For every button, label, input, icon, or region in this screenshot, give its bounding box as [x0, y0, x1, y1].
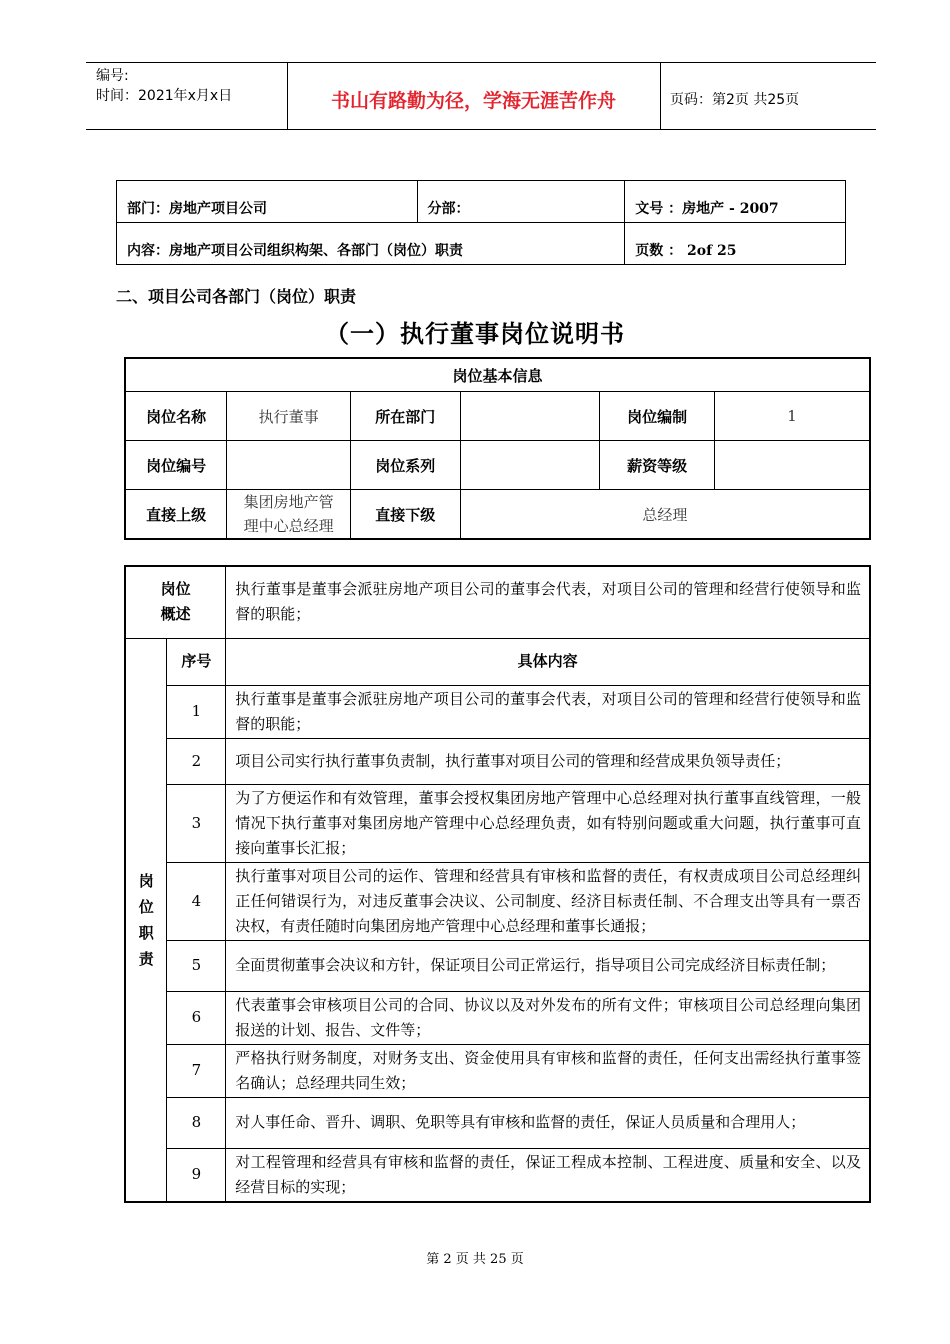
duty-text: 为了方便运作和有效管理，董事会授权集团房地产管理中心总经理对执行董事直线管理，一般情况下执行董事对集团房地产管理中心总经理负责，如有特别问题或重大问题，执行董事可直接向董事长汇报； — [226, 784, 870, 862]
meta-content: 内容：房地产项目公司组织构架、各部门（岗位）职责 — [117, 223, 625, 265]
header-date: 时间：2021年x月x日 — [96, 88, 233, 104]
duty-no: 7 — [167, 1044, 226, 1097]
basic-info-table — [124, 357, 871, 540]
table-row — [125, 1044, 870, 1097]
overview-label-line-2: 概述 — [160, 605, 191, 624]
page-footer: 第 2 页 共 25 页 — [426, 1252, 524, 1267]
table-row — [125, 738, 870, 784]
position-code-value — [227, 441, 351, 490]
headcount-value: 1 — [714, 392, 870, 441]
meta-branch: 分部： — [417, 181, 625, 223]
salary-grade-value — [714, 441, 870, 490]
column-header-no: 序号 — [167, 638, 226, 685]
table-row — [125, 991, 870, 1044]
superior-value-line-2: 理中心总经理 — [243, 517, 334, 535]
subordinate-label: 直接下级 — [350, 490, 460, 540]
overview-label-line-1: 岗位 — [160, 580, 191, 599]
department-label: 所在部门 — [350, 392, 460, 441]
duties-table — [124, 565, 871, 1203]
duty-text: 对人事任命、晋升、调职、免职等具有审核和监督的责任，保证人员质量和合理用人； — [226, 1097, 870, 1148]
duty-text: 严格执行财务制度，对财务支出、资金使用具有审核和监督的责任，任何支出需经执行董事签名确认；总经理共同生效； — [226, 1044, 870, 1097]
headcount-label: 岗位编制 — [600, 392, 715, 441]
section-heading: 二、项目公司各部门（岗位）职责 — [116, 287, 357, 306]
header-page-info: 页码：第2页 共25页 — [670, 92, 800, 108]
table-row — [125, 940, 870, 991]
meta-department: 部门：房地产项目公司 — [117, 181, 418, 223]
position-name-label: 岗位名称 — [125, 392, 227, 441]
meta-doc-no: 文号 ：房地产 - 2007 — [625, 181, 846, 223]
duty-text: 对工程管理和经营具有审核和监督的责任，保证工程成本控制、工程进度、质量和安全、以及经营目标的实现； — [226, 1148, 870, 1202]
duty-label-char-2: 位 — [138, 897, 154, 916]
duty-text: 代表董事会审核项目公司的合同、协议以及对外发布的所有文件；审核项目公司总经理向集团报送的计划、报告、文件等； — [226, 991, 870, 1044]
subordinate-value: 总经理 — [460, 490, 870, 540]
table-row — [125, 784, 870, 862]
duty-text: 执行董事是董事会派驻房地产项目公司的董事会代表，对项目公司的管理和经营行使领导和监督的职能； — [226, 685, 870, 738]
overview-text: 执行董事是董事会派驻房地产项目公司的董事会代表，对项目公司的管理和经营行使领导和监督的职能； — [226, 566, 870, 638]
position-code-label: 岗位编号 — [125, 441, 227, 490]
duty-no: 4 — [167, 862, 226, 940]
table-row — [125, 1148, 870, 1202]
table-row — [125, 862, 870, 940]
table-row — [125, 1097, 870, 1148]
duty-no: 1 — [167, 685, 226, 738]
overview-label — [125, 566, 226, 638]
duty-no: 8 — [167, 1097, 226, 1148]
position-series-value — [460, 441, 600, 490]
position-series-label: 岗位系列 — [350, 441, 460, 490]
column-header-content: 具体内容 — [226, 638, 870, 685]
position-name-value: 执行董事 — [227, 392, 351, 441]
header-divider-right — [660, 62, 661, 130]
header-motto: 书山有路勤为径，学海无涯苦作舟 — [330, 90, 616, 112]
duty-label-char-4: 责 — [138, 949, 154, 968]
document-title: （一）执行董事岗位说明书 — [325, 319, 625, 348]
duty-no: 3 — [167, 784, 226, 862]
department-value — [460, 392, 600, 441]
duty-text: 项目公司实行执行董事负责制，执行董事对项目公司的管理和经营成果负领导责任； — [226, 738, 870, 784]
superior-value-line-1: 集团房地产管 — [243, 493, 334, 511]
duty-text: 全面贯彻董事会决议和方针，保证项目公司正常运行，指导项目公司完成经济目标责任制； — [226, 940, 870, 991]
header-serial: 编号: — [96, 68, 129, 84]
duty-no: 6 — [167, 991, 226, 1044]
duty-text: 执行董事对项目公司的运作、管理和经营具有审核和监督的责任，有权责成项目公司总经理纠正任何错误行为，对违反董事会决议、公司制度、经济目标责任制、不合理支出等具有一票否决权，有责任随时向集团房地产管理中心总经理和董事长通报； — [226, 862, 870, 940]
basic-info-caption: 岗位基本信息 — [125, 358, 870, 392]
duty-no: 2 — [167, 738, 226, 784]
header-bottom-rule — [86, 129, 876, 130]
duty-label — [125, 638, 167, 1202]
superior-value — [227, 490, 351, 540]
duty-no: 9 — [167, 1148, 226, 1202]
superior-label: 直接上级 — [125, 490, 227, 540]
document-meta-table — [116, 180, 846, 265]
header-top-rule — [86, 62, 876, 63]
meta-pages: 页数 ： 2of 25 — [625, 223, 846, 265]
duty-no: 5 — [167, 940, 226, 991]
duty-label-char-3: 职 — [138, 923, 154, 942]
salary-grade-label: 薪资等级 — [600, 441, 715, 490]
table-row — [125, 685, 870, 738]
duty-label-char-1: 岗 — [138, 871, 154, 890]
